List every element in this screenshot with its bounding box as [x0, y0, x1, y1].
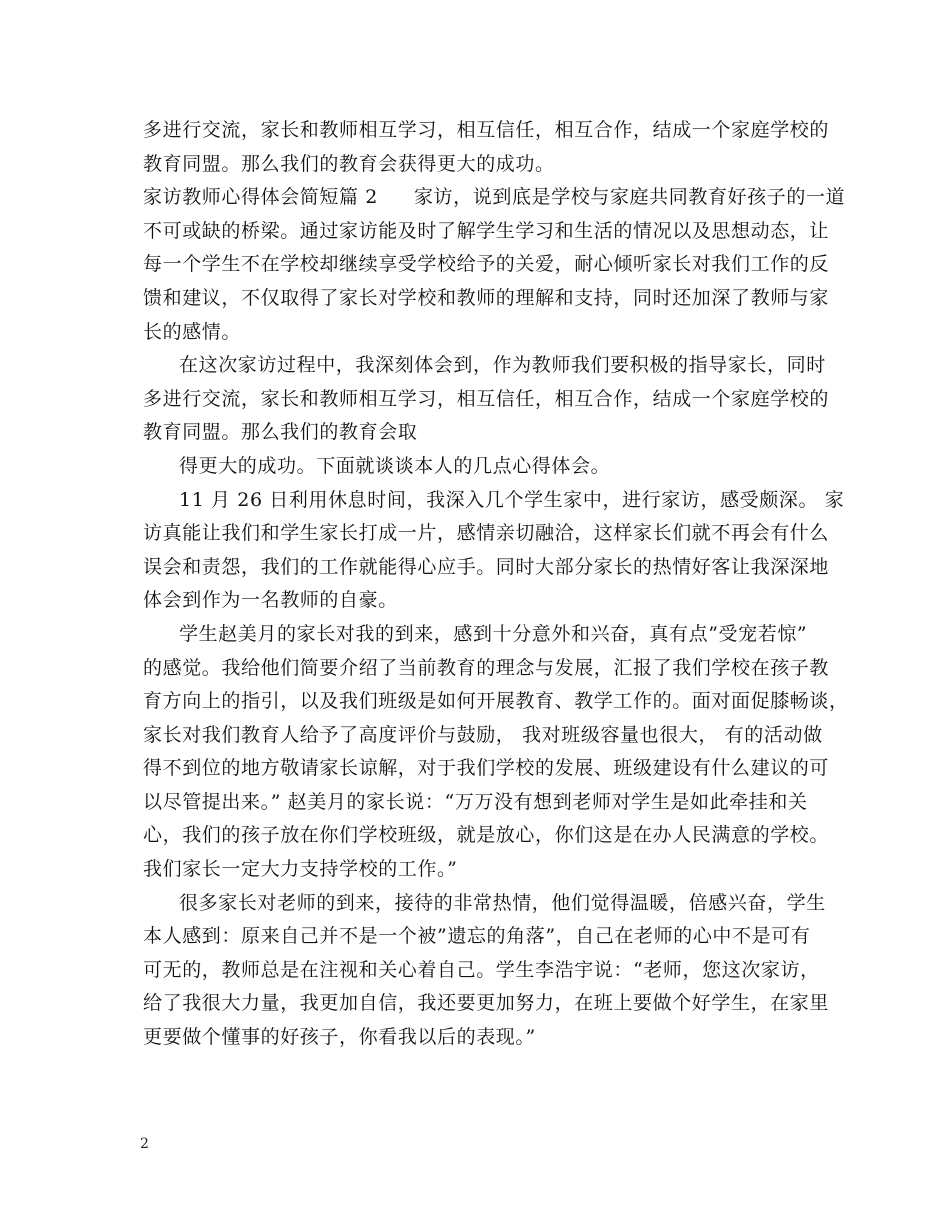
text-line — [143, 181, 846, 215]
text-line: 访真能让我们和学生家长打成一片，感情亲切融洽，这样家长们就不再会有什么 — [143, 522, 830, 545]
text-line: 得更大的成功。下面就谈谈本人的几点心得体会。 — [179, 454, 611, 477]
text-line: 多进行交流，家长和教师相互学习，相互信任，相互合作，结成一个家庭学校的 — [143, 387, 830, 410]
body-text — [143, 114, 849, 1055]
text-line: 馈和建议，不仅取得了家长对学校和教师的理解和支持，同时还加深了教师与家 — [143, 286, 830, 309]
text-line: 体会到作为一名教师的自豪。 — [143, 589, 398, 612]
text-line: 更要做个懂事的好孩子，你看我以后的表现。” — [143, 1026, 536, 1049]
page-number: 2 — [140, 1136, 149, 1152]
text-line: 每一个学生不在学校却继续享受学校给予的关爱，耐心倾听家长对我们工作的反 — [143, 253, 830, 276]
text-line: 教育同盟。那么我们的教育会取 — [143, 421, 418, 444]
text-line: 11 月 26 日利用休息时间，我深入几个学生家中，进行家访，感受颇深。 家 — [179, 488, 845, 511]
text-line: 很多家长对老师的到来，接待的非常热情，他们觉得温暖，倍感兴奋，学生 — [179, 891, 826, 914]
text-line: 不可或缺的桥梁。通过家访能及时了解学生学习和生活的情况以及思想动态，让 — [143, 219, 830, 242]
text-line: 长的感情。 — [143, 320, 242, 343]
text-line: 家长对我们教育人给予了高度评价与鼓励， 我对班级容量也很大， 有的活动做 — [143, 723, 823, 746]
text-line: 误会和责怨，我们的工作就能得心应手。同时大部分家长的热情好客让我深深地 — [143, 555, 830, 578]
text-line: 多进行交流，家长和教师相互学习，相互信任，相互合作，结成一个家庭学校的 — [143, 119, 830, 141]
text-line: 的感觉。我给他们简要介绍了当前教育的理念与发展，汇报了我们学校在孩子教 — [143, 656, 830, 679]
text-line: 可无的，教师总是在注视和关心着自己。学生李浩宇说：“老师，您这次家访， — [143, 958, 820, 981]
text-line: 在这次家访过程中，我深刻体会到，作为教师我们要积极的指导家长，同时 — [179, 354, 826, 377]
text-line: 我们家长一定大力支持学校的工作。” — [143, 858, 458, 881]
text-line: 心，我们的孩子放在你们学校班级，就是放心，你们这是在办人民满意的学校。 — [143, 824, 830, 847]
text-line: 以尽管提出来。” 赵美月的家长说：“万万没有想到老师对学生是如此牵挂和关 — [143, 790, 808, 813]
text-line: 得不到位的地方敬请家长谅解，对于我们学校的发展、班级建设有什么建议的可 — [143, 757, 830, 780]
section-heading: 家访教师心得体会简短篇 2 — [143, 186, 378, 209]
text-line: 本人感到：原来自己并不是一个被”遗忘的角落”，自己在老师的心中不是可有 — [143, 925, 811, 948]
text-line: 给了我很大力量，我更加自信，我还要更加努力，在班上要做个好学生，在家里 — [143, 992, 830, 1015]
text-line: 育方向上的指引，以及我们班级是如何开展教育、教学工作的。面对面促膝畅谈， — [143, 690, 849, 713]
text-line: 学生赵美月的家长对我的到来，感到十分意外和兴奋，真有点”受宠若惊” — [179, 622, 808, 645]
text-line: 教育同盟。那么我们的教育会获得更大的成功。 — [143, 152, 555, 175]
text-line-continuation: 家访，说到底是学校与家庭共同教育好孩子的一道 — [413, 186, 846, 209]
